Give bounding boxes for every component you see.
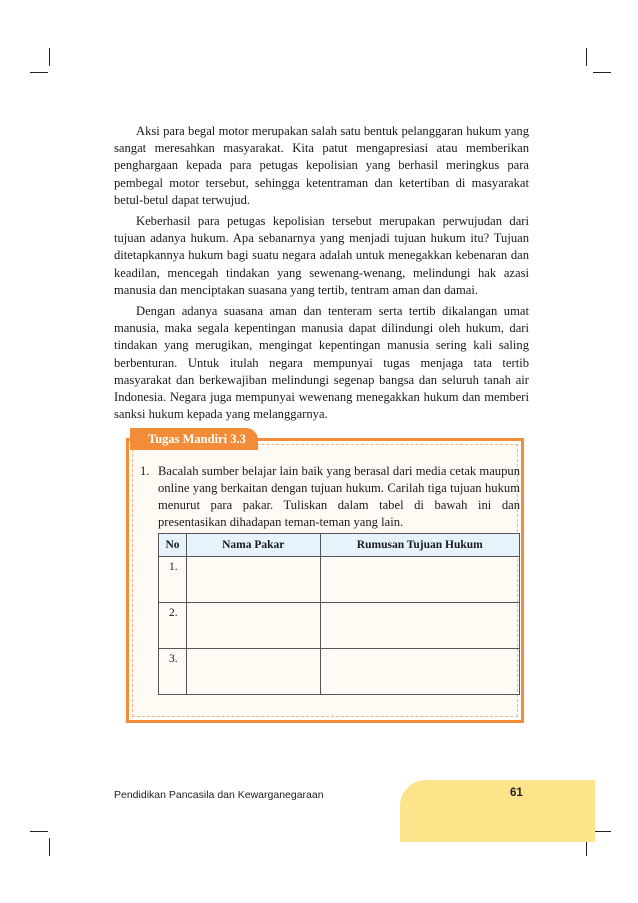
task-item bbox=[140, 463, 520, 531]
task-item-text: Bacalah sumber belajar lain baik yang berasal dari media cetak maupun online yang berkaitan dengan tujuan hukum. Carilah tiga tujuan hukum menurut para pakar. Tuliskan dalam tabel di bawah ini dan presentasikan dihadapan teman-teman yang lain. bbox=[158, 464, 520, 529]
law-purpose-cell[interactable] bbox=[320, 603, 519, 649]
header-expert-name: Nama Pakar bbox=[186, 534, 320, 557]
table-row bbox=[159, 649, 520, 695]
footer-page-tab bbox=[400, 780, 595, 842]
table-row bbox=[159, 557, 520, 603]
expert-name-cell[interactable] bbox=[186, 603, 320, 649]
crop-mark bbox=[49, 838, 50, 856]
task-item-number: 1. bbox=[140, 464, 150, 478]
crop-mark bbox=[49, 48, 50, 66]
row-number: 2. bbox=[159, 603, 187, 649]
task-title-tab: Tugas Mandiri 3.3 bbox=[130, 428, 258, 450]
crop-mark bbox=[30, 72, 48, 73]
crop-mark bbox=[586, 48, 587, 66]
crop-mark bbox=[30, 831, 48, 832]
law-purpose-cell[interactable] bbox=[320, 557, 519, 603]
paragraph-3: Dengan adanya suasana aman dan tenteram serta tertib dikalangan umat manusia, maka segala kepentingan manusia dapat dilindungi oleh hukum, dari tindakan yang merugikan, mengingat kepentingan manusia sering kali saling berbenturan. Untuk itulah negara mempunyai tugas menjaga tata tertib masyarakat dan berkewajiban melindungi segenap bangsa dan seluruh tanah air Indonesia. Negara juga mempunyai wewenang menegakkan hukum dan memberi sanksi hukum kepada yang melanggarnya. bbox=[114, 304, 529, 422]
crop-mark bbox=[593, 72, 611, 73]
expert-name-cell[interactable] bbox=[186, 649, 320, 695]
table-row bbox=[159, 603, 520, 649]
footer-book-title: Pendidikan Pancasila dan Kewarganegaraan bbox=[114, 789, 324, 801]
expert-name-cell[interactable] bbox=[186, 557, 320, 603]
row-number: 3. bbox=[159, 649, 187, 695]
header-law-purpose: Rumusan Tujuan Hukum bbox=[320, 534, 519, 557]
paragraph-1: Aksi para begal motor merupakan salah satu bentuk pelanggaran hukum yang sangat meresahkan masyarakat. Kita patut mengapresiasi atau memberikan penghargaan kepada para petugas kepolisian yang berhasil meringkus para pembegal motor tersebut, sehingga ketentraman dan ketertiban di masyarakat betul-betul dapat terwujud. bbox=[114, 124, 529, 207]
law-purpose-cell[interactable] bbox=[320, 649, 519, 695]
header-no: No bbox=[159, 534, 187, 557]
page-number: 61 bbox=[510, 787, 523, 799]
table-header-row bbox=[159, 534, 520, 557]
row-number: 1. bbox=[159, 557, 187, 603]
paragraph-2: Keberhasil para petugas kepolisian tersebut merupakan perwujudan dari tujuan adanya hukum. Apa sebanarnya yang menjadi tujuan hukum itu? Tujuan ditetapkannya hukum bagi suatu negara adalah untuk menegakkan kebenaran dan keadilan, mencegah tindakan yang sewenang-wenang, melindungi hak azasi manusia dan menciptakan suasana yang tertib, tentram aman dan damai. bbox=[114, 214, 529, 297]
body-text bbox=[114, 123, 529, 427]
expert-table bbox=[158, 533, 520, 695]
crop-mark bbox=[593, 831, 611, 832]
